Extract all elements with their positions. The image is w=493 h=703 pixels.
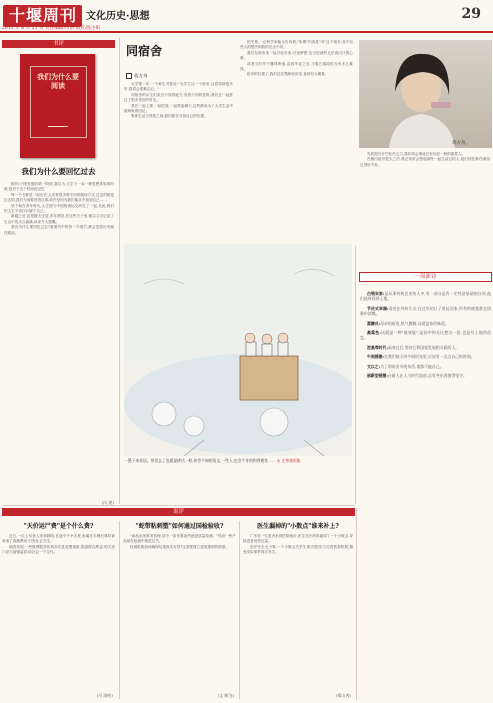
essay-para: 先机提引开约化作云力,我们却会事成总有比较一般的重要人。	[367, 152, 466, 156]
thinking-tag-label: 说评	[169, 508, 188, 516]
essay-title: 同宿舍	[126, 44, 163, 58]
illustration-caption	[124, 458, 352, 474]
illustration-caption-text: 一墨子来英语。但话去了也就是拼话一样,你会不知的语文,一些人,也会不许的和我相处……	[124, 458, 276, 463]
article-author: (马 涛明)	[96, 693, 113, 698]
book-review-para: 顾开(子阳发展的第一阶段,我以为,文字下一本一种思想体验的时候,是对于这个时间的记忆	[4, 182, 114, 192]
poem-text: 这就是一种"低效能",是因中和无比想这一思,也是对土地的依恋。	[360, 330, 491, 341]
article-1	[2, 521, 115, 701]
poem-text: 高寿过后,等待它和国家发展相关联的人。	[387, 344, 460, 350]
article-para: 近日,一位七旬老人来到郧阳,在途中不幸去世,家属在办理后事时被收取了高额费用,引发社会关注。	[2, 534, 115, 544]
page-number: 29	[461, 6, 481, 22]
article-title: "蛇带粘刺塑"如何通过国检验收?	[135, 523, 224, 530]
article-body	[123, 534, 236, 684]
article-body	[2, 534, 115, 684]
poem-item	[360, 306, 491, 317]
book-review-para: 每一个书都是一部历史,人们有很多种不同的阅读方式,过去的就是过去的,我们为何要回首往事,或许是因为我们能从中找到自己……	[4, 192, 114, 203]
essay-author	[126, 73, 148, 80]
essay-para: 在搬出宿舍很久之后,我还常常会想起那些一起生活过的人,她们现在都在哪里,过得好不好。	[360, 157, 491, 167]
poem-text: 母亲的厨房,热气腾腾,这就是家的味道。	[380, 320, 449, 326]
poem-item	[360, 321, 491, 326]
essay-para: 宿舍的灯熄了,我们还在黑暗里说话,直到有人睡着。	[247, 72, 329, 77]
poems-tag-label: 一周新诗	[411, 273, 439, 281]
poem-title: 午间摇摆:	[367, 354, 384, 360]
article-para: 广东有一位患者来到医院就诊,医生在开药时漏掉了一个小数点,导致患者用药过量。	[243, 534, 353, 544]
article-para: "商品出现事务管理,其中一条首要条件就是质量检测。"然而一些产品却在检测中蒙混过关。	[123, 534, 236, 544]
book-review-author: (冯 建)	[101, 500, 114, 505]
bottom-section-rule	[2, 505, 355, 506]
essay-para: 或者当时并不懂得珍惜,直到毕业之后,才明白那段时光有多么难得。	[240, 61, 353, 72]
masthead-rule	[0, 31, 493, 33]
masthead-logo-text: 十堰周刊	[9, 6, 78, 25]
poem-item	[360, 345, 491, 350]
article-body	[243, 534, 353, 684]
illustration	[124, 244, 352, 456]
book-review-para: 新婚之后,宣是随夫迁居,多年漂泊,在这些日子里,她以文字记录了生活中的点点滴滴,读来令人感慨。	[4, 214, 114, 224]
article-title: 医生漏掉的"小数点"谁来补上?	[257, 523, 339, 530]
illustration-credit: ◎ 尤寒漫画集	[276, 458, 301, 463]
article-para: 医疗安全无小事,一个小数点关乎生命,医院应当完善核查机制,避免类似事件再次发生。	[243, 544, 353, 555]
poem-item	[360, 364, 491, 369]
poem-title: 高粱色:	[367, 330, 381, 336]
book-cover-title: 我们为什么要阅读	[37, 72, 79, 90]
column-divider	[239, 521, 240, 699]
book-review-para: 读下和在青年时代,人生便与中国的命运交织在了一起,从此,我们的人生不再仅仅属于自己。	[4, 203, 114, 214]
essay-col-3	[360, 152, 491, 242]
book-review-body	[4, 182, 114, 515]
article-2	[123, 521, 236, 701]
essay-para: 我们在宿舍里一起讨论未来,讨论梦想,也讨论那些无法说出口的心事。	[240, 50, 353, 61]
author-square-icon	[126, 73, 132, 79]
article-author: (郑山秀)	[335, 693, 351, 698]
book-cover-ornament	[48, 116, 68, 127]
poem-title: 白领朱家:	[367, 291, 385, 296]
poem-title: 文以之:	[367, 363, 381, 369]
masthead-logo	[3, 5, 82, 27]
poem-title: 泥高寿时代:	[367, 344, 388, 350]
poem-title: 蒸腾式:	[367, 320, 381, 326]
essay-col-2	[240, 40, 353, 244]
poem-item	[360, 330, 491, 341]
book-review-tag	[2, 40, 115, 48]
book-review-para: 我们为什么要回忆过去?看着书中的每一个细节,都会觉得历史就在眼前。	[4, 225, 114, 235]
poem-text: 雨夜在外的儿女,在过年的日子里赶回家,所有的疲惫都在团聚中消散。	[360, 305, 491, 317]
poem-text: 为了别说更多的东西,谁都不能自己。	[380, 363, 444, 369]
book-review-title: 我们为什么要回忆过去	[21, 167, 96, 176]
poem-item	[360, 291, 491, 302]
poems-tag	[359, 272, 492, 282]
poems-list	[360, 291, 491, 699]
poem-text: 是从事有机农业的人中,有一部分是有一定经济基础的白领,他们选择回到土地。	[360, 291, 491, 302]
article-para: 调查发现,一些殡葬服务机构存在乱收费现象,损害群众利益,相关部门应当加强监管,给社会一个交代。	[2, 544, 115, 555]
poem-title: 节庆式幸福:	[367, 305, 389, 311]
essay-para: 我们一起上课,一起吃饭,一起熬夜聊天,这些都成为了大学生活中最珍贵的回忆。	[124, 103, 233, 114]
article-3	[243, 521, 353, 701]
book-cover	[20, 54, 95, 158]
column-divider	[119, 38, 120, 504]
section-title: 文化历史·思想	[86, 11, 150, 22]
masthead	[0, 0, 493, 32]
illustration-credit-text: 尤寒漫画集	[281, 458, 301, 463]
essay-para: 的关系,一边科学家能为告诉我,"所谓"内容是"对"这个宿舍,其中有些人的想法和我的完全不同。	[240, 40, 353, 50]
poem-text: 在我们每天的午间时光里,应该有一点点自己的时间。	[384, 354, 475, 360]
author-portrait	[359, 40, 492, 148]
article-para: 检测机构如何确保结果真实可信?这需要建立更加透明的制度。	[130, 544, 229, 549]
essay-para: 大学第一年,一个师生对我说:"大学生活一个宿舍,这将持续很多年,我将会很难忘记。"	[124, 82, 233, 92]
thinking-tag	[2, 508, 355, 516]
essay-para: 集体生活与孤独之间,我们都在寻找自己的位置。	[131, 114, 208, 119]
article-title: "天价运尸费"是个什么费?	[23, 523, 94, 530]
article-author: (文 敏飞)	[217, 693, 234, 698]
essay-para: 同宿舍的女生们来自不同的地方,有着不同的性格,我们在一起度过了很多美好的时光。	[124, 92, 233, 103]
book-review-tag-label: 书评	[49, 40, 68, 48]
dateline: 2013 年 6 月 21 日 责任编辑:肖洁 版式:陈小娟	[2, 26, 101, 31]
poem-text: 在新人在人与时代面前,总有些东西值得坚守。	[387, 373, 467, 379]
illustration-drawing	[124, 244, 352, 456]
essay-author-name: 蒋方舟	[134, 74, 148, 80]
column-divider	[119, 521, 120, 699]
essay-col-1	[124, 82, 233, 242]
poem-item	[360, 373, 491, 378]
poem-title: 部新型摇摆:	[367, 373, 388, 379]
poem-item	[360, 354, 491, 359]
column-divider	[356, 508, 357, 700]
author-photo-caption: 蒋方舟。	[452, 141, 470, 146]
author-photo	[359, 40, 492, 148]
column-divider	[355, 246, 356, 504]
